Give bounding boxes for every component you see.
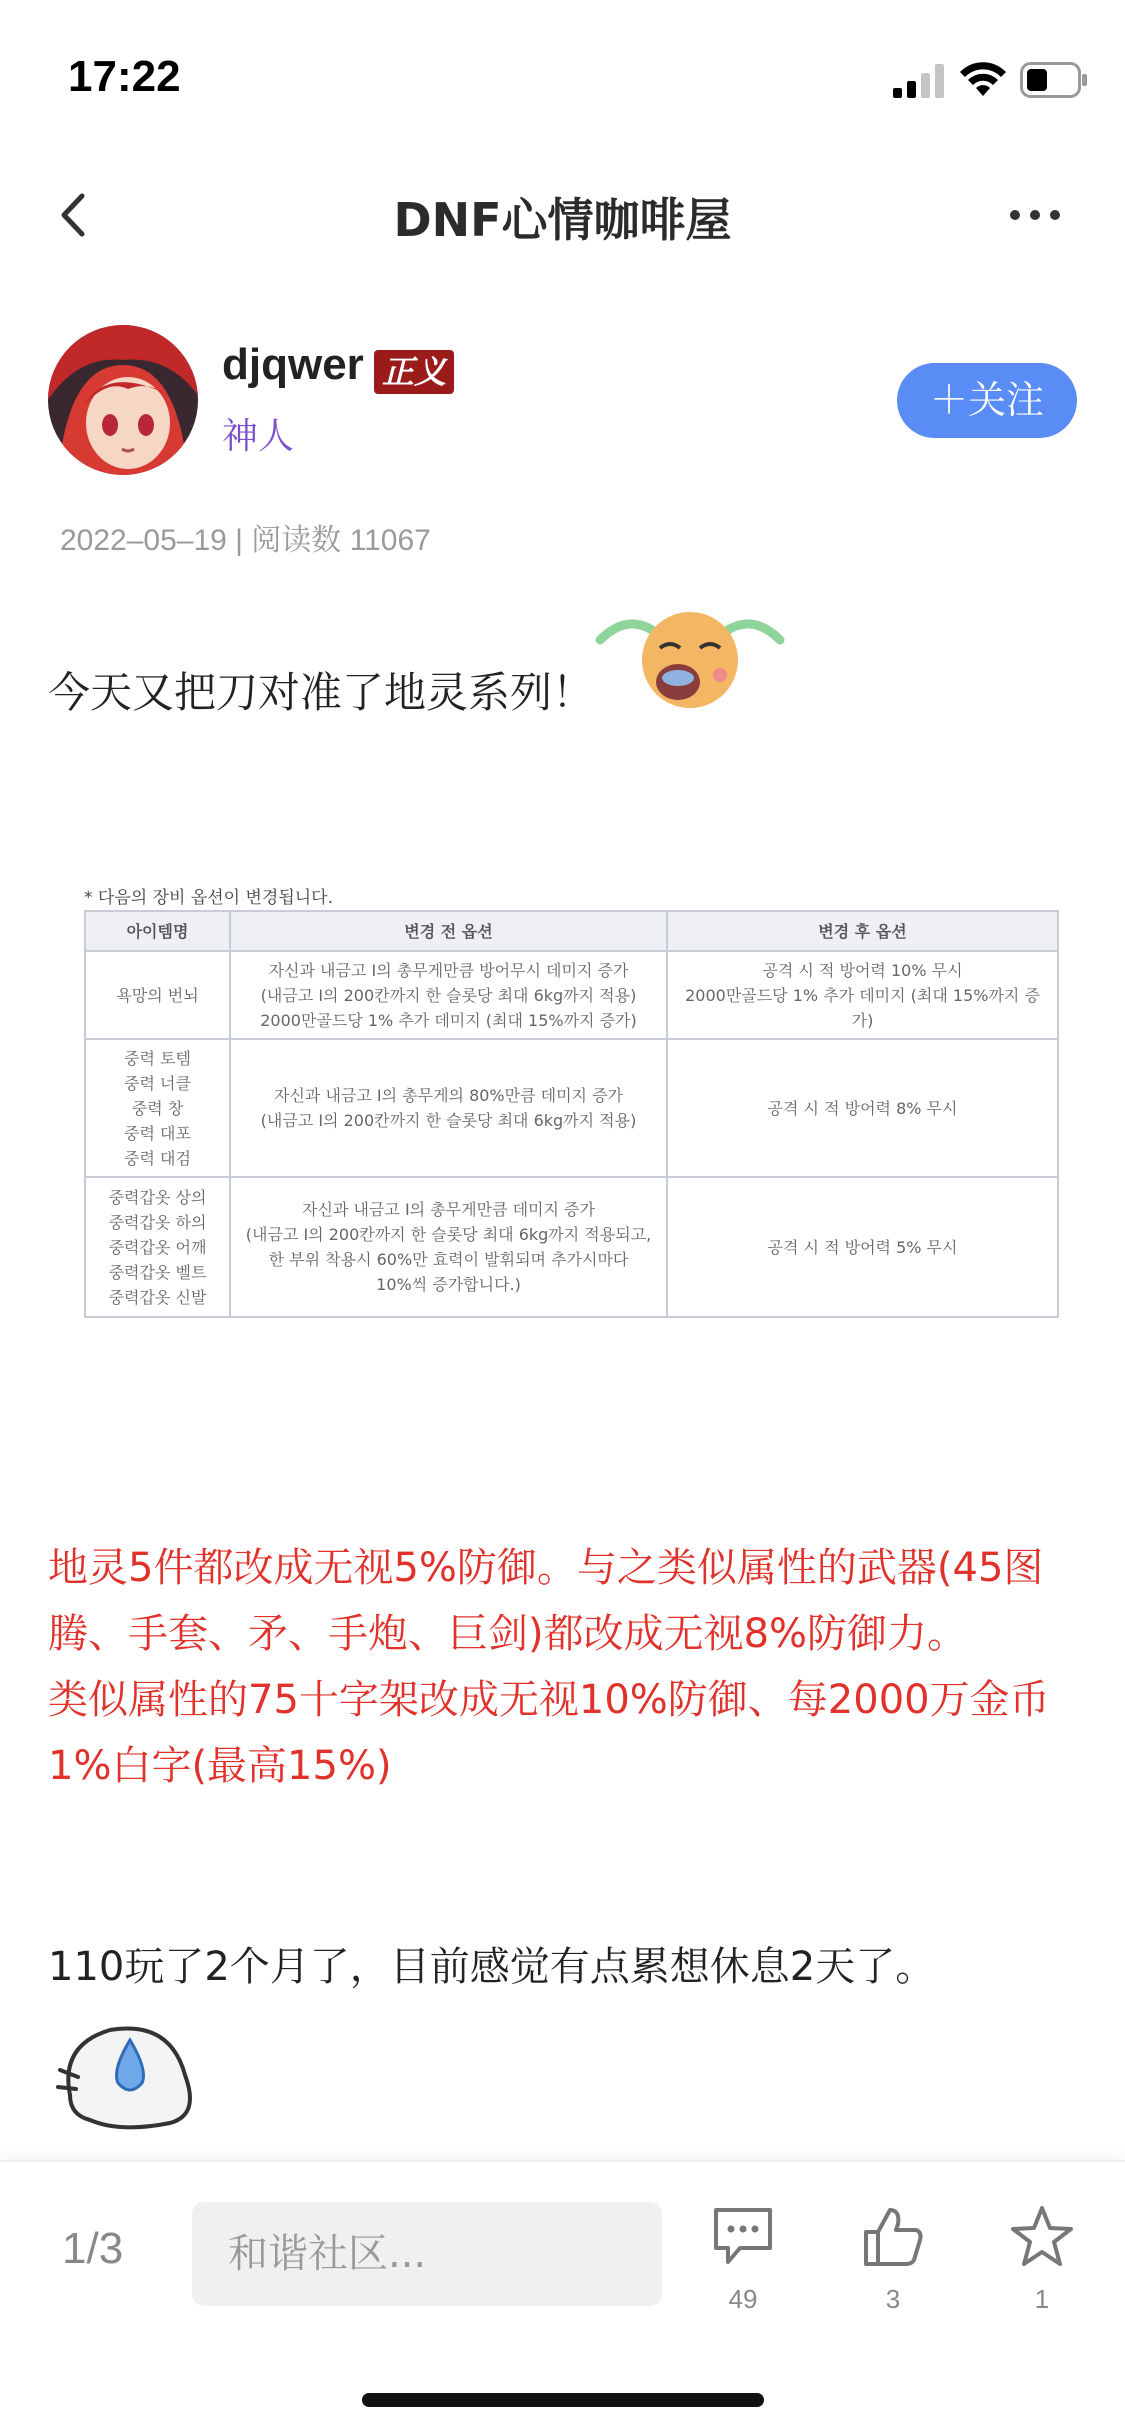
cell-line: 공격 시 적 방어력 8% 무시 (767, 1098, 958, 1118)
cellular-signal-icon (893, 64, 945, 98)
cell-line: (내금고 I의 200칸까지 한 슬롯당 최대 6kg까지 적용) (260, 985, 637, 1005)
cell-line: 중력갑옷 상의 (108, 1187, 207, 1207)
cell-line: 2000만골드당 1% 추가 데미지 (최대 15%까지 증가) (260, 1010, 637, 1030)
before-cell (230, 1039, 667, 1177)
equipment-changes-table (84, 910, 1059, 1318)
after-cell (667, 1039, 1058, 1177)
cell-line: 중력 대포 (124, 1123, 191, 1143)
before-cell (230, 951, 667, 1039)
post-text-line1: 今天又把刀对准了地灵系列！ (48, 668, 595, 717)
cell-line: 중력 토템 (124, 1048, 191, 1068)
item-cell (85, 1177, 230, 1317)
cell-line: 10%씩 증가합니다.) (376, 1275, 521, 1294)
after-cell (667, 1177, 1058, 1317)
cell-line: 욕망의 번뇌 (116, 985, 199, 1005)
status-time: 17:22 (68, 52, 181, 101)
comments-button[interactable] (698, 2204, 788, 2315)
cell-line: 2000만골드당 1% 추가 데미지 (최대 15%까지 증 (685, 985, 1040, 1005)
highlighted-summary (48, 1535, 1088, 1799)
author-title: 神人 (222, 416, 295, 457)
table-header: 아이템명 (85, 911, 230, 951)
cell-line: (내금고 I의 200칸까지 한 슬롯당 최대 6kg까지 적용) (260, 1111, 637, 1130)
page-title: DNF心情咖啡屋 (393, 193, 732, 247)
nav-bar (0, 160, 1125, 270)
wifi-icon (960, 60, 1006, 98)
table-row (85, 1177, 1058, 1317)
cell-line: 가) (851, 1010, 874, 1030)
summary-line: 腾、手套、矛、手炮、巨剑)都改成无视8%防御力。 (48, 1611, 968, 1657)
thumbs-up-icon (860, 2204, 926, 2270)
home-indicator[interactable] (362, 2393, 764, 2407)
avatar[interactable] (48, 325, 198, 475)
before-cell (230, 1177, 667, 1317)
like-button[interactable] (848, 2204, 938, 2315)
cell-line: 자신과 내금고 I의 총무게만큼 데미지 증가 (302, 1200, 595, 1219)
notice-caption: * 다음의 장비 옵션이 변경됩니다. (84, 888, 334, 908)
page-indicator[interactable]: 1/3 (62, 2224, 124, 2273)
star-icon (1009, 2204, 1075, 2270)
more-options-icon[interactable] (1005, 200, 1065, 230)
author-name[interactable]: djqwer (222, 340, 364, 389)
after-cell (667, 951, 1058, 1039)
comment-input[interactable]: 和谐社区... (192, 2202, 662, 2306)
favorites-count: 1 (1034, 2284, 1050, 2314)
table-row (85, 1039, 1058, 1177)
table-header: 변경 전 옵션 (230, 911, 667, 951)
post-meta: 2022–05–19 | 阅读数 11067 (60, 524, 431, 557)
status-bar (0, 0, 1125, 140)
table-row (85, 951, 1058, 1039)
summary-line: 1%白字(最高15%) (48, 1743, 392, 1789)
comments-count: 49 (728, 2284, 758, 2314)
post-text-line3: 110玩了2个月了，目前感觉有点累想休息2天了。 (48, 1944, 936, 1990)
cell-line: 중력 너클 (124, 1073, 191, 1093)
cell-line: 자신과 내금고 I의 총무게의 80%만큼 데미지 증가 (273, 1086, 623, 1105)
comment-icon (710, 2204, 776, 2270)
summary-line: 类似属性的75十字架改成无视10%防御、每2000万金币 (48, 1677, 1050, 1723)
cell-line: (내금고 I의 200칸까지 한 슬롯당 최대 6kg까지 적용되고, (245, 1225, 652, 1244)
cell-line: 공격 시 적 방어력 5% 무시 (767, 1237, 958, 1257)
summary-line: 地灵5件都改成无视5%防御。与之类似属性的武器(45图 (48, 1545, 1044, 1591)
cell-line: 중력갑옷 벨트 (108, 1262, 207, 1282)
favorite-button[interactable] (997, 2204, 1087, 2315)
cell-line: 한 부위 착용시 60%만 효력이 발휘되며 추가시마다 (268, 1250, 629, 1269)
battery-icon (1020, 62, 1088, 98)
cell-line: 중력 창 (131, 1098, 184, 1118)
sweat-drop-emoji-icon (50, 2015, 200, 2135)
likes-count: 3 (885, 2284, 901, 2314)
crying-laughing-emoji-icon (590, 600, 790, 710)
cell-line: 중력갑옷 어깨 (108, 1237, 207, 1257)
follow-button[interactable]: ＋关注 (897, 363, 1077, 438)
item-cell (85, 951, 230, 1039)
cell-line: 공격 시 적 방어력 10% 무시 (762, 960, 963, 980)
cell-line: 중력갑옷 신발 (108, 1287, 207, 1307)
cell-line: 중력 대검 (124, 1148, 191, 1168)
cell-line: 중력갑옷 하의 (108, 1212, 207, 1232)
table-header: 변경 후 옵션 (667, 911, 1058, 951)
cell-line: 자신과 내금고 I의 총무게만큼 방어무시 데미지 증가 (268, 960, 629, 980)
author-badge: 正义 (374, 350, 454, 394)
item-cell (85, 1039, 230, 1177)
